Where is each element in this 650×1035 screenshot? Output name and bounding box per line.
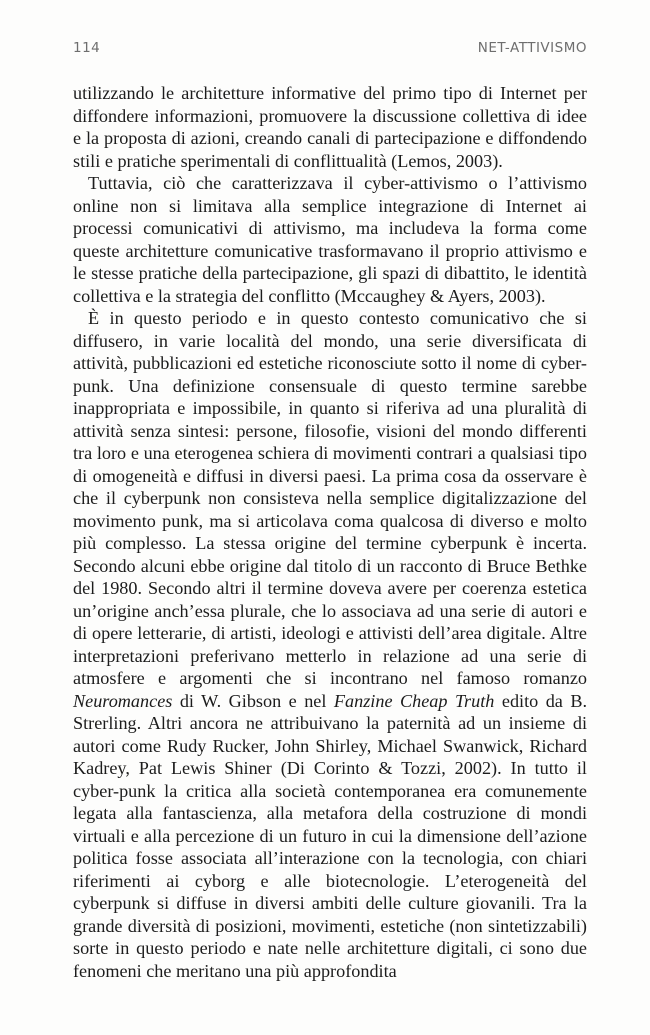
paragraph-1: utilizzando le architetture informative del primo tipo di Internet per diffondere informazioni, promuovere la discussione collettiva di idee e la proposta di azioni, creando canali di partecipazione e diffondendo stili e pratiche sperimentali di conflittualità (Lemos, 2003).: [73, 83, 587, 171]
paragraph-2: Tuttavia, ciò che caratterizzava il cyber-attivismo o l’attivismo online non si limitava alla semplice integrazione di Internet ai processi comunicativi di attivismo, ma includeva la forma come queste architetture comunicative trasformavano il proprio attivismo e le stesse pratiche della partecipazione, gli spazi di dibattito, le identità collettiva e la strategia del conflitto (Mccaughey & Ayers, 2003).: [73, 173, 587, 306]
page-number: 114: [73, 40, 101, 56]
paragraph-3-text-part-2: di W. Gibson e nel: [179, 690, 327, 711]
running-head: [73, 40, 587, 60]
paragraph-3-text-part-1: È in questo periodo e in questo contesto comunicativo che si diffusero, in varie località del mondo, una serie diversificata di attività, pubblicazioni ed estetiche riconosciute sotto il nome di cyber-punk. Una definizione consensuale di questo termine sarebbe inappropriata e impossibile, in quanto si riferiva ad una pluralità di attività senza sintesi: persone, filosofie, visioni del mondo differenti tra loro e una eterogenea schiera di movimenti contrari a qualsiasi tipo di omogeneità e diffusi in diversi paesi. La prima cosa da osservare è che il cyberpunk non consisteva nella semplice digitalizzazione del movimento punk, ma si articolava coma qualcosa di diverso e molto più complesso. La stessa origine del termine cyberpunk è incerta. Secondo alcuni ebbe origine dal titolo di un racconto di Bruce Bethke del 1980. Secondo altri il termine doveva avere per coerenza estetica un’origine anch’essa plurale, che lo associava ad una serie di autori e di opere letterarie, di artisti, ideologi e attivisti dell’area digitale. Altre interpretazioni preferivano metterlo in relazione ad una serie di atmosfere e argomenti che si incontrano nel famoso romanzo: [73, 308, 587, 688]
paragraph-3-text-part-3: edito da B. Strerling. Altri ancora ne attribuivano la paternità ad un insieme di autori come Rudy Rucker, John Shirley, Michael Swanwick, Richard Kadrey, Pat Lewis Shiner (Di Corinto & Tozzi, 2002). In tutto il cyber-punk la critica alla società contemporanea era comunemente legata alla fantascienza, alla metafora della costruzione di mondi virtuali e alla percezione di un futuro in cui la dimensione dell’azione politica fosse associata all’interazione con la tecnologia, con chiari riferimenti ai cyborg e alle biotecnologie. L’eterogeneità del cyberpunk si diffuse in diversi ambiti delle culture giovanili. Tra la grande diversità di posizioni, movimenti, estetiche (non sintetizzabili) sorte in questo periodo e nate nelle architetture digitali, ci sono due fenomeni che meritano una più approfondita: [73, 690, 588, 981]
book-title-neuromances: Neuromances: [73, 690, 173, 711]
body-text: [73, 82, 587, 982]
fanzine-title-cheap-truth: Fanzine Cheap Truth: [333, 690, 495, 711]
running-title: NET-ATTIVISMO: [477, 40, 587, 56]
paragraph-3: [73, 307, 587, 982]
